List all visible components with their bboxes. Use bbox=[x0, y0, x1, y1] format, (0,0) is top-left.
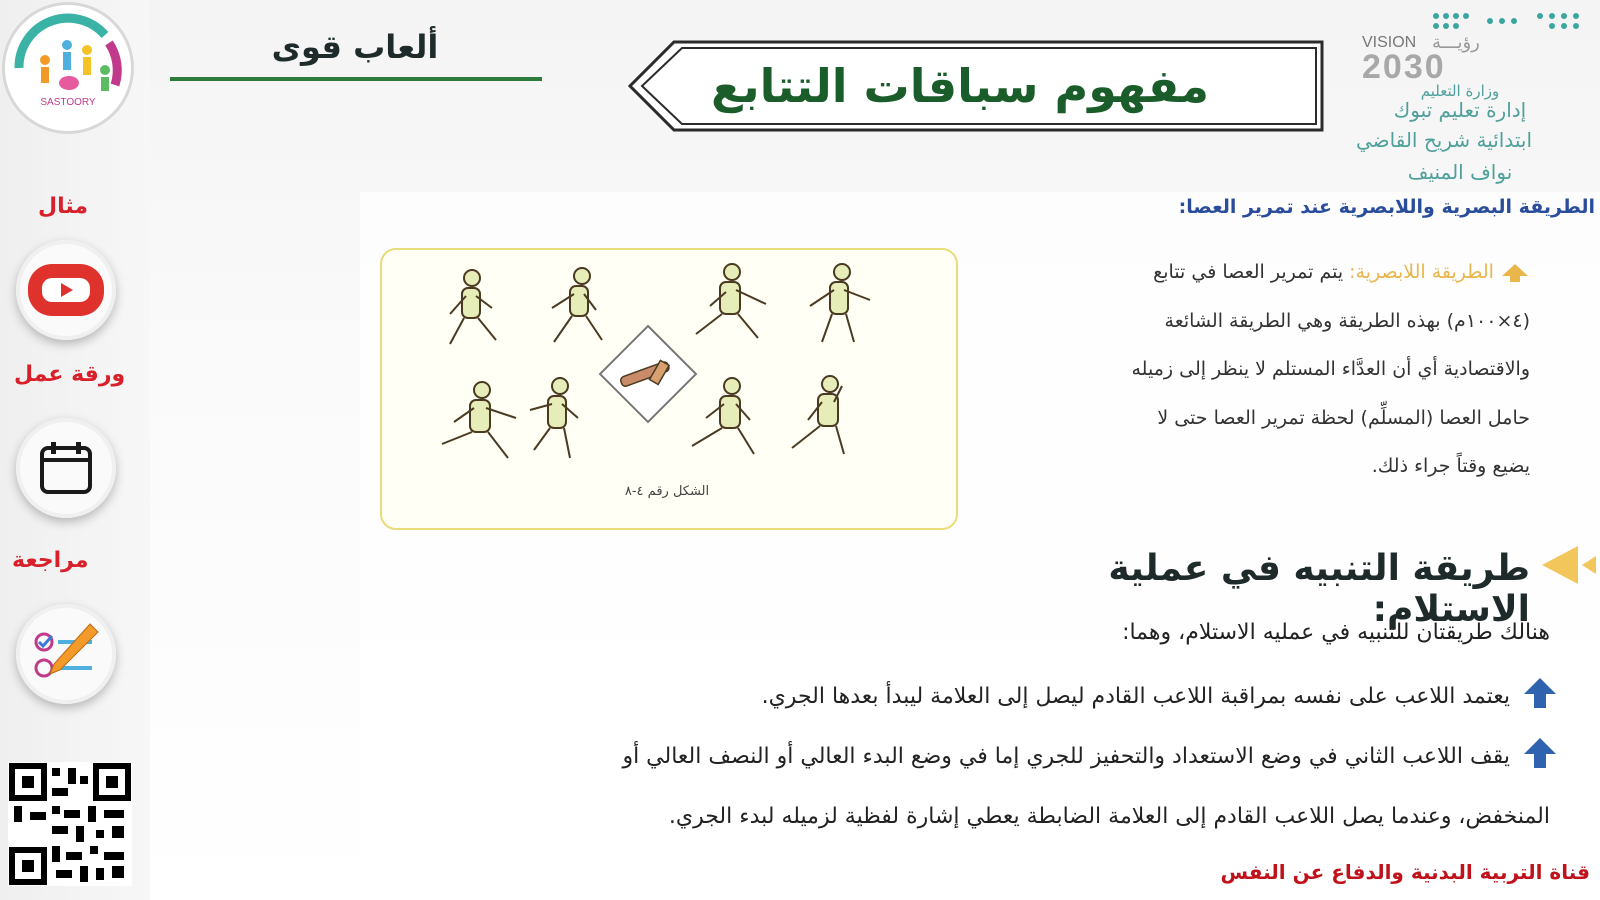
method-paragraph bbox=[975, 248, 1530, 491]
channel-logo bbox=[2, 2, 134, 134]
channel-footer: قناة التربية البدنية والدفاع عن النفس bbox=[1220, 860, 1590, 884]
qr-code bbox=[8, 762, 132, 886]
dots-pattern-icon bbox=[1430, 10, 1590, 32]
gold-pointer-icon bbox=[1538, 544, 1598, 586]
vision-arabic: رؤيـــة bbox=[1432, 32, 1480, 53]
method-line-4: حامل العصا (المسلِّم) لحظة تمرير العصا حتى لا bbox=[1157, 406, 1530, 429]
vision-year: 2030 bbox=[1362, 48, 1446, 86]
arrow-up-icon bbox=[1500, 262, 1530, 284]
section-title: طريقة التنبيه في عملية الاستلام: bbox=[1108, 548, 1530, 630]
subject-underline bbox=[170, 77, 542, 81]
relay-figure bbox=[380, 248, 958, 530]
vision-branding bbox=[1340, 8, 1590, 188]
method-line-3: والاقتصادية أي أن العدَّاء المستلم لا ينظر إلى زميله bbox=[1131, 358, 1530, 380]
worksheet-label: ورقة عمل bbox=[14, 362, 126, 387]
blue-arrow-icon bbox=[1522, 736, 1558, 770]
department-text: إدارة تعليم تبوك bbox=[1393, 98, 1527, 122]
page-title: مفهوم سباقات التتابع bbox=[710, 59, 1209, 113]
checklist-pencil-icon bbox=[30, 618, 102, 690]
method-line-5: يضيع وقتاً جراء ذلك. bbox=[1371, 455, 1530, 477]
worksheet-button[interactable] bbox=[16, 418, 116, 518]
point-two-line-1: يقف اللاعب الثاني في وضع الاستعداد والتحفيز للجري إما في وضع البدء العالي أو النصف العالي أو bbox=[622, 744, 1510, 769]
method-line-1 bbox=[975, 248, 1530, 297]
method-label: الطريقة اللابصرية: bbox=[1349, 261, 1494, 283]
intro-text: هنالك طريقتان للتنبيه في عمليه الاستلام، وهما: bbox=[1122, 620, 1550, 645]
calendar-icon bbox=[36, 438, 96, 498]
figure-caption: الشكل رقم ٤-٨ bbox=[624, 484, 710, 499]
qr-code-icon bbox=[8, 762, 132, 886]
subject-title: ألعاب قوى bbox=[271, 28, 439, 66]
youtube-button[interactable] bbox=[16, 240, 116, 340]
teacher-text: نواف المنيف bbox=[1407, 160, 1513, 184]
point-two-line-2: المنخفض، وعندما يصل اللاعب القادم إلى العلامة الضابطة يعطي إشارة لفظية لزميله لبدء الجري. bbox=[668, 804, 1550, 829]
logo-figures-icon bbox=[5, 5, 131, 131]
blue-arrow-icon bbox=[1522, 676, 1558, 710]
school-text: ابتدائية شريح القاضي bbox=[1355, 128, 1533, 152]
method-heading: الطريقة البصرية واللابصرية عند تمرير العصا: bbox=[1178, 196, 1595, 218]
example-label: مثال bbox=[38, 194, 88, 219]
vision-label: VISION bbox=[1362, 34, 1417, 51]
point-one: يعتمد اللاعب على نفسه بمراقبة اللاعب القادم ليصل إلى العلامة ليبدأ بعدها الجري. bbox=[761, 684, 1510, 709]
method-text-1: يتم تمرير العصا في تتابع bbox=[1153, 261, 1344, 283]
review-button[interactable] bbox=[16, 604, 116, 704]
review-label: مراجعة bbox=[12, 548, 89, 573]
relay-runners-illustration bbox=[382, 250, 956, 500]
ministry-text: وزارة التعليم bbox=[1420, 82, 1500, 100]
youtube-icon bbox=[26, 262, 106, 318]
method-line-2: (٤×١٠٠م) بهذه الطريقة وهي الطريقة الشائعة bbox=[1164, 309, 1530, 332]
logo-text: SASTOORY bbox=[40, 97, 96, 108]
